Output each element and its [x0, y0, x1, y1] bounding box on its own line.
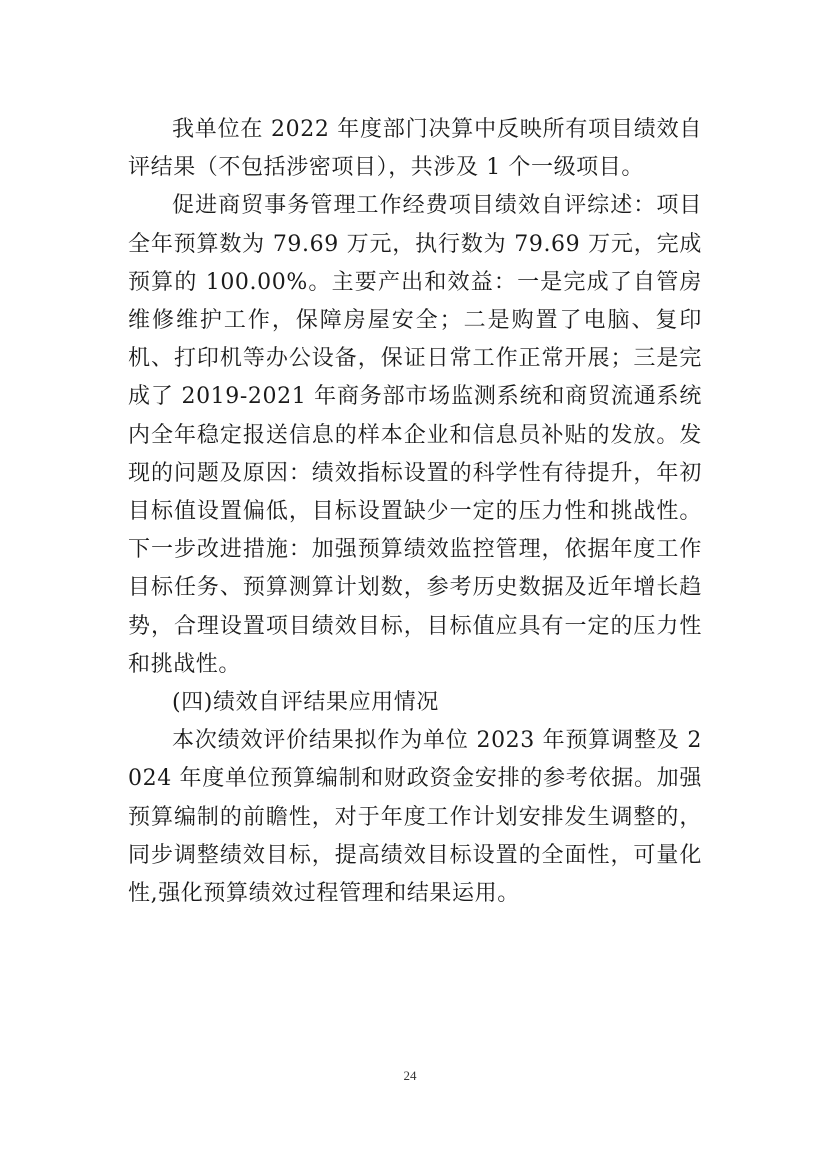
paragraph-result-application: 本次绩效评价结果拟作为单位 2023 年预算调整及 2024 年度单位预算编制和财政资金安排的参考依据。加强预算编制的前瞻性，对于年度工作计划安排发生调整的，同步调整绩效目标，提高绩效目标设置的全面性，可量化性,强化预算绩效过程管理和结果运用。	[128, 728, 702, 907]
page-number: 24	[403, 1068, 417, 1083]
document-body	[128, 111, 702, 913]
section-heading-result-application: (四)绩效自评结果应用情况	[172, 690, 439, 716]
paragraph-project-performance-review: 促进商贸事务管理工作经费项目绩效自评综述：项目全年预算数为 79.69 万元，执行数为 79.69 万元，完成预算的 100.00%。主要产出和效益：一是完成了自管房维修维护工作，保障房屋安全；二是购置了电脑、复印机、打印机等办公设备，保证日常工作正常开展；三是完成了 2019-2021 年商务部市场监测系统和商贸流通系统内全年稳定报送信息的样本企业和信息员补贴的发放。发现的问题及原因：绩效指标设置的科学性有待提升，年初目标值设置偏低，目标设置缺少一定的压力性和挑战性。下一步改进措施：加强预算绩效监控管理，依据年度工作目标任务、预算测算计划数，参考历史数据及近年增长趋势，合理设置项目绩效目标，目标值应具有一定的压力性和挑战性。	[128, 193, 702, 677]
paragraph-project-evaluation-summary: 我单位在 2022 年度部门决算中反映所有项目绩效自评结果（不包括涉密项目），共涉及 1 个一级项目。	[128, 117, 702, 181]
